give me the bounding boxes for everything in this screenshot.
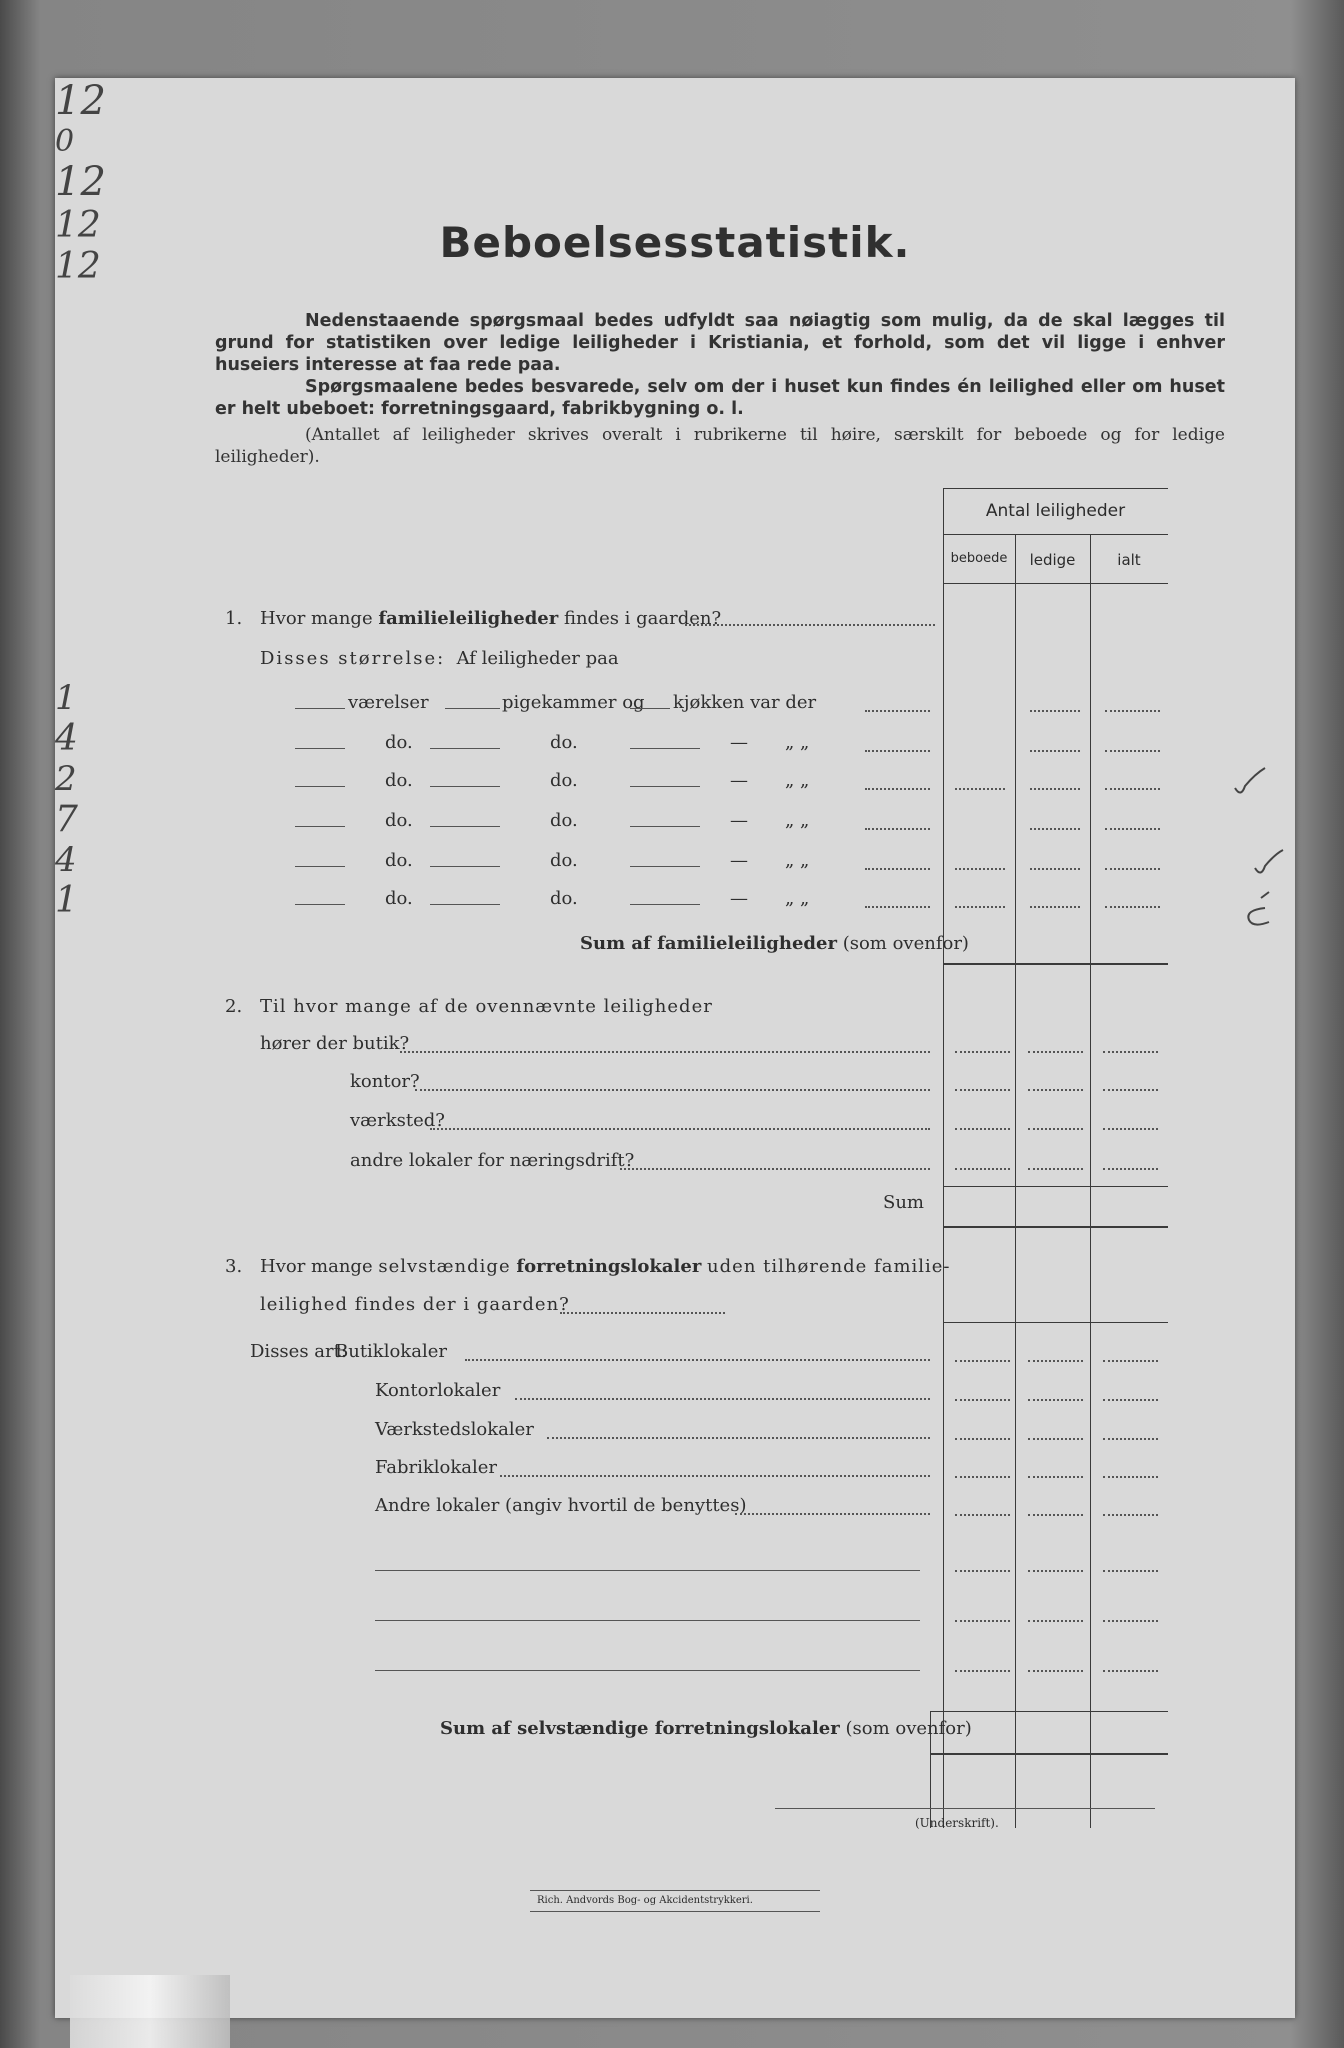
q3-blank-line-3	[375, 1670, 920, 1671]
row4-beboede: 1	[55, 880, 78, 921]
row5-beboede-dots	[955, 868, 1005, 870]
q3-d5a	[955, 1514, 1010, 1516]
q3-sum-rule	[930, 1753, 1168, 1755]
q3-text-d: uden tilhørende familie-	[707, 1256, 951, 1277]
row1-pigekammer: pigekammer og	[502, 692, 645, 713]
q1-text-c: findes i gaarden?	[563, 608, 722, 629]
intro-paragraph-1: Nedenstaaende spørgsmaal bedes udfyldt saa nøiagtig som mulig, da de skal lægges til grund for statistiken over ledige leiligheder i Kristiania, et forhold, som det vil ligge i enhver huseiers interesse at faa rede paa.	[215, 311, 1225, 375]
q2-kontor: kontor?	[350, 1071, 420, 1092]
signature-label: (Underskrift).	[915, 1816, 999, 1830]
q3-item-butik-dots	[465, 1359, 930, 1361]
q1-answer-ialt: 12	[55, 159, 106, 205]
q2-answer-dots	[943, 1038, 1168, 1178]
row1-line-a	[445, 708, 500, 709]
row1-rooms: 1	[55, 678, 77, 718]
q3-d3b	[1028, 1438, 1083, 1440]
col-header-ledige: ledige	[1029, 551, 1076, 569]
row3-do-1: do.	[385, 770, 413, 791]
row2-line-b	[630, 748, 700, 749]
q1-sizes-label	[260, 648, 619, 669]
q3-number: 3.	[225, 1256, 243, 1277]
row5-ialt-dots	[1105, 868, 1160, 870]
row3-ledige-dots	[1030, 788, 1080, 790]
q2-dots-i	[1103, 1128, 1158, 1130]
q3-dots	[560, 1312, 725, 1314]
row3-ialt-dots	[1105, 788, 1160, 790]
q3-sum-label-text: Sum af selvstændige forretningslokaler	[440, 1718, 840, 1739]
q3-text-c: forretningslokaler	[516, 1256, 702, 1277]
q2-dots-b	[1028, 1051, 1083, 1053]
table-top-rule	[943, 488, 1168, 489]
row2-dash: —	[730, 732, 748, 753]
row1-kjokken: kjøkken var der	[673, 692, 817, 713]
q2-sum: Sum	[883, 1192, 924, 1213]
q1-answer-ledige: 0	[55, 124, 75, 159]
q1-leader-dots	[685, 624, 935, 626]
q3-d8c	[1103, 1670, 1158, 1672]
row6-do-2: do.	[550, 888, 578, 909]
q3-d4a	[955, 1476, 1010, 1478]
row6-line-b	[630, 904, 700, 905]
row1-vaerelser: værelser	[348, 692, 429, 713]
q3-d4c	[1103, 1476, 1158, 1478]
row1-line-b	[630, 708, 670, 709]
intro-paragraph-2: Spørgsmaalene bedes besvarede, selv om der i huset kun findes én leilighed eller om huset er helt ubeboet: forretningsgaard, fabrikbygning o. l.	[215, 377, 1225, 419]
q2-sum-rule	[943, 1226, 1168, 1228]
q3-d1c	[1103, 1360, 1158, 1362]
row1-beboede: 4	[55, 718, 78, 759]
q1-number: 1.	[225, 608, 243, 629]
q3-item-andre: Andre lokaler (angiv hvortil de benyttes)	[375, 1495, 747, 1516]
q1-answer-beboede: 12	[55, 78, 106, 124]
q2-butik: hører der butik?	[260, 1033, 410, 1054]
row5-quote: „ „	[785, 850, 810, 871]
q3-text-a: Hvor mange	[260, 1256, 373, 1277]
q3-item-andre-dots	[735, 1513, 930, 1515]
row1-dots	[865, 710, 930, 712]
q1-text-b: familieleiligheder	[378, 608, 559, 629]
row4-ledige-dots	[1030, 828, 1080, 830]
q2-dots-f	[1103, 1089, 1158, 1091]
q1-sum-label-text: Sum af familieleiligheder	[580, 933, 837, 954]
q3-text-b: selvstændige	[378, 1256, 511, 1277]
row2-do-2: do.	[550, 732, 578, 753]
intro-paragraph-3: (Antallet af leiligheder skrives overalt i rubrikerne til høire, særskilt for beboede og for ledige leiligheder).	[215, 425, 1225, 467]
row3-dots	[865, 788, 930, 790]
q2-dots-c	[1103, 1051, 1158, 1053]
row3-beboede-dots	[955, 788, 1005, 790]
row2-beboede: 7	[55, 799, 78, 840]
row6-dash: —	[730, 888, 748, 909]
q3-rule	[943, 1322, 1168, 1323]
q2-kontor-dots	[415, 1089, 930, 1091]
row6-rooms-line	[295, 904, 345, 905]
q1-sum-ialt: 12	[55, 246, 101, 287]
q3-d2b	[1028, 1399, 1083, 1401]
row5-do-2: do.	[550, 850, 578, 871]
q3-d3a	[955, 1438, 1010, 1440]
col-header-ialt: ialt	[1117, 551, 1141, 569]
q3-d1b	[1028, 1360, 1083, 1362]
q1-sum-suffix: (som ovenfor)	[842, 933, 969, 954]
row5-dots	[865, 868, 930, 870]
row2-rooms: 2	[55, 759, 77, 799]
table-header-divider	[943, 534, 1168, 535]
table-group-header: Antal leiligheder	[985, 501, 1126, 521]
row3-quote: „ „	[785, 770, 810, 791]
printer-rule-bottom	[530, 1911, 820, 1912]
q1-sum-beboede: 12	[55, 205, 101, 246]
printer-imprint: Rich. Andvords Bog- og Akcidentstrykkeri.	[537, 1895, 753, 1906]
q3-d8b	[1028, 1670, 1083, 1672]
q2-dots-l	[1103, 1168, 1158, 1170]
row4-rooms: 4	[55, 840, 77, 880]
row2-quote: „ „	[785, 732, 810, 753]
q3-blank-line-2	[375, 1620, 920, 1621]
table-header-bottom-rule	[943, 583, 1168, 584]
row5-line-b	[630, 866, 700, 867]
row2-line-a	[430, 748, 500, 749]
row4-rooms-line	[295, 826, 345, 827]
q1-size-rows	[55, 678, 1295, 921]
row3-dash: —	[730, 770, 748, 791]
row6-do-1: do.	[385, 888, 413, 909]
scan-glare	[70, 1975, 230, 2048]
q3-item-fabrik: Fabriklokaler	[375, 1457, 498, 1478]
q2-dots-d	[955, 1089, 1010, 1091]
q1-text-a: Hvor mange	[260, 608, 373, 629]
row4-do-2: do.	[550, 810, 578, 831]
q3-d6b	[1028, 1570, 1083, 1572]
q3-sum-suffix: (som ovenfor)	[845, 1718, 972, 1739]
census-form	[55, 78, 1295, 2018]
q3-d5b	[1028, 1514, 1083, 1516]
row2-ledige-dots	[1030, 750, 1080, 752]
row5-rooms-line	[295, 866, 345, 867]
row5-line-a	[430, 866, 500, 867]
q3-question-line2: leilighed findes der i gaarden?	[260, 1294, 570, 1315]
q3-d2a	[955, 1399, 1010, 1401]
row4-dash: —	[730, 810, 748, 831]
row6-dots	[865, 906, 930, 908]
row4-quote: „ „	[785, 810, 810, 831]
q3-d6a	[955, 1570, 1010, 1572]
row3-line-a	[430, 786, 500, 787]
row2-dots	[865, 750, 930, 752]
q2-question: Til hvor mange af de ovennævnte leiligheder	[260, 996, 713, 1017]
q3-blank-line-1	[375, 1570, 920, 1571]
q3-d5c	[1103, 1514, 1158, 1516]
row3-do-2: do.	[550, 770, 578, 791]
q3-d8a	[955, 1670, 1010, 1672]
q2-andre-dots	[620, 1168, 930, 1170]
row6-ialt-dots	[1105, 906, 1160, 908]
row5-do-1: do.	[385, 850, 413, 871]
row6-line-a	[430, 904, 500, 905]
q3-question	[260, 1256, 951, 1277]
row3-line-b	[630, 786, 700, 787]
q2-dots-j	[955, 1168, 1010, 1170]
q3-d3c	[1103, 1438, 1158, 1440]
margin-check-marks	[1175, 758, 1285, 988]
row4-dots	[865, 828, 930, 830]
row4-line-b	[630, 826, 700, 827]
row1-rooms-line	[295, 708, 345, 709]
q2-dots-g	[955, 1128, 1010, 1130]
row6-beboede-dots	[955, 906, 1005, 908]
row4-line-a	[430, 826, 500, 827]
q1-sizes-label-text2: Af leiligheder paa	[456, 648, 619, 669]
q2-butik-dots	[400, 1051, 930, 1053]
q2-sum-top-rule	[943, 1186, 1168, 1187]
row5-ledige-dots	[1030, 868, 1080, 870]
form-title: Beboelsesstatistik.	[439, 218, 911, 267]
q1-question	[260, 608, 721, 629]
q3-d7b	[1028, 1620, 1083, 1622]
q3-sum-label	[440, 1718, 972, 1739]
q2-dots-k	[1028, 1168, 1083, 1170]
q3-d1a	[955, 1360, 1010, 1362]
row5-dash: —	[730, 850, 748, 871]
q3-item-butik: Butiklokaler	[335, 1341, 447, 1362]
row6-ledige-dots	[1030, 906, 1080, 908]
row6-quote: „ „	[785, 888, 810, 909]
q3-answer-dots	[943, 1338, 1168, 1688]
q2-dots-e	[1028, 1089, 1083, 1091]
q1-sizes-label-text: Disses størrelse:	[260, 648, 446, 669]
q2-vaerksted-dots	[430, 1128, 930, 1130]
row4-ialt-dots	[1105, 828, 1160, 830]
row4-do-1: do.	[385, 810, 413, 831]
q3-d7a	[955, 1620, 1010, 1622]
row1-ledige-dots	[1030, 710, 1080, 712]
row1-ialt-dots	[1105, 710, 1160, 712]
q1-sum-rule	[943, 963, 1168, 965]
q3-item-fabrik-dots	[500, 1475, 930, 1477]
q3-item-vaerksted: Værkstedslokaler	[375, 1419, 534, 1440]
row2-do-1: do.	[385, 732, 413, 753]
q2-dots-h	[1028, 1128, 1083, 1130]
q2-vaerksted: værksted?	[350, 1110, 445, 1131]
row2-rooms-line	[295, 748, 345, 749]
q3-item-kontor-dots	[515, 1398, 930, 1400]
q2-dots-a	[955, 1051, 1010, 1053]
row3-rooms-line	[295, 786, 345, 787]
signature-line	[775, 1808, 1155, 1809]
q3-d6c	[1103, 1570, 1158, 1572]
q3-sum-top-rule	[930, 1711, 1168, 1712]
q2-number: 2.	[225, 996, 243, 1017]
q3-d2c	[1103, 1399, 1158, 1401]
q1-sum-label	[580, 933, 969, 954]
q3-d4b	[1028, 1476, 1083, 1478]
q3-item-vaerksted-dots	[547, 1437, 930, 1439]
col-header-beboede: beboede	[950, 551, 1008, 566]
q3-d7c	[1103, 1620, 1158, 1622]
q2-andre: andre lokaler for næringsdrift?	[350, 1150, 635, 1171]
q3-art-label: Disses art:	[250, 1341, 347, 1362]
printer-rule-top	[530, 1890, 820, 1891]
q3-item-kontor: Kontorlokaler	[375, 1380, 501, 1401]
row2-ialt-dots	[1105, 750, 1160, 752]
